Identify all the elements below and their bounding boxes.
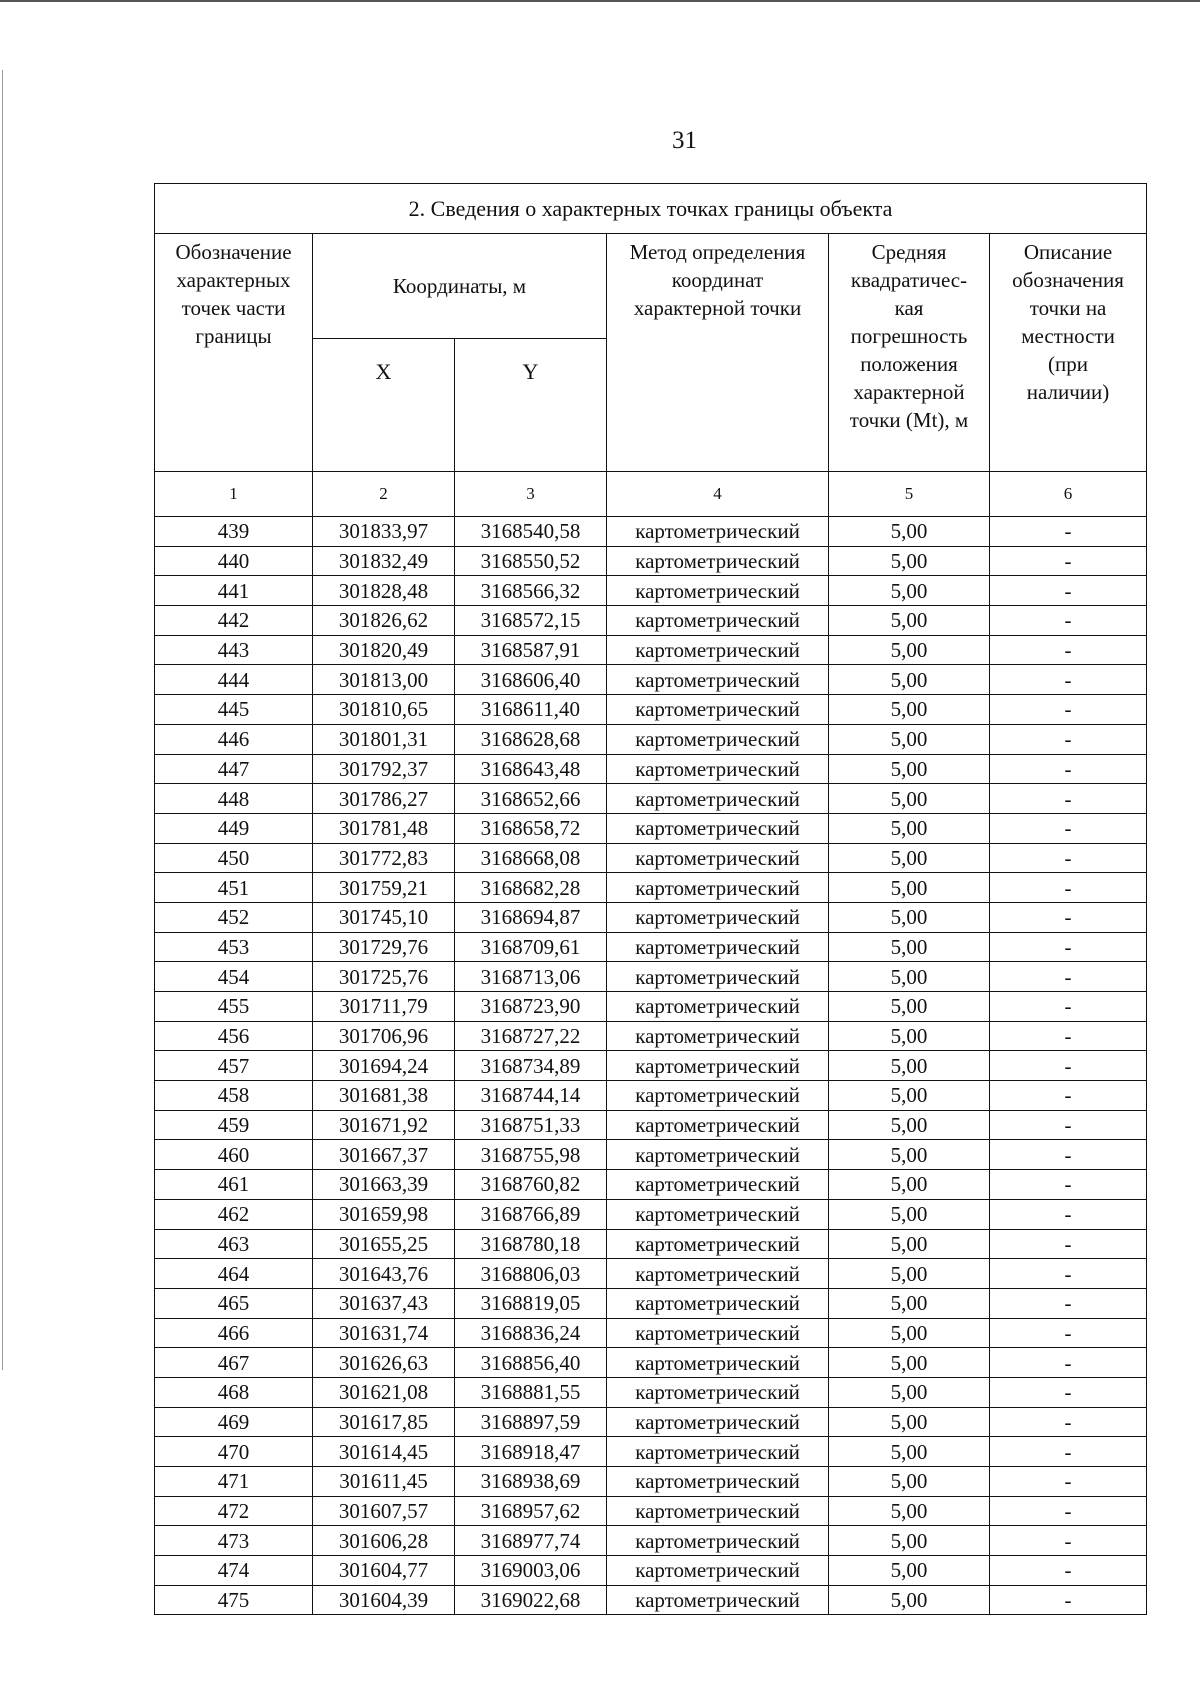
cell-description: -	[990, 665, 1147, 695]
cell-description: -	[990, 992, 1147, 1022]
cell-error: 5,00	[829, 784, 990, 814]
cell-x: 301813,00	[313, 665, 455, 695]
cell-method: картометрический	[607, 873, 829, 903]
cell-description: -	[990, 1348, 1147, 1378]
cell-method: картометрический	[607, 843, 829, 873]
cell-x: 301792,37	[313, 754, 455, 784]
table-row	[155, 1585, 1147, 1615]
cell-error: 5,00	[829, 1140, 990, 1170]
cell-method: картометрический	[607, 932, 829, 962]
cell-description: -	[990, 902, 1147, 932]
cell-description: -	[990, 1407, 1147, 1437]
cell-y: 3168734,89	[455, 1051, 607, 1081]
cell-y: 3168977,74	[455, 1526, 607, 1556]
header-line: (при	[1048, 352, 1089, 376]
cell-y: 3169003,06	[455, 1556, 607, 1586]
cell-y: 3168744,14	[455, 1081, 607, 1111]
table-row	[155, 635, 1147, 665]
cell-error: 5,00	[829, 1437, 990, 1467]
cell-method: картометрический	[607, 1526, 829, 1556]
header-line: кая	[894, 296, 924, 320]
cell-error: 5,00	[829, 546, 990, 576]
cell-method: картометрический	[607, 695, 829, 725]
cell-y: 3168668,08	[455, 843, 607, 873]
cell-x: 301810,65	[313, 695, 455, 725]
cell-y: 3168760,82	[455, 1170, 607, 1200]
cell-method: картометрический	[607, 606, 829, 636]
cell-point-number: 441	[155, 576, 313, 606]
cell-point-number: 467	[155, 1348, 313, 1378]
cell-method: картометрический	[607, 1318, 829, 1348]
cell-x: 301694,24	[313, 1051, 455, 1081]
cell-point-number: 451	[155, 873, 313, 903]
cell-point-number: 459	[155, 1110, 313, 1140]
header-line: Средняя	[871, 240, 947, 264]
cell-y: 3168727,22	[455, 1021, 607, 1051]
column-number: 3	[455, 472, 607, 517]
cell-description: -	[990, 813, 1147, 843]
table-row	[155, 1467, 1147, 1497]
cell-method: картометрический	[607, 754, 829, 784]
cell-x: 301604,39	[313, 1585, 455, 1615]
cell-description: -	[990, 873, 1147, 903]
cell-y: 3168540,58	[455, 517, 607, 547]
cell-error: 5,00	[829, 1526, 990, 1556]
header-coordinates: Координаты, м	[313, 234, 607, 339]
cell-description: -	[990, 1170, 1147, 1200]
cell-point-number: 470	[155, 1437, 313, 1467]
header-line: квадратичес-	[850, 268, 968, 292]
cell-method: картометрический	[607, 784, 829, 814]
table-row	[155, 932, 1147, 962]
cell-point-number: 443	[155, 635, 313, 665]
cell-y: 3168856,40	[455, 1348, 607, 1378]
cell-x: 301659,98	[313, 1199, 455, 1229]
cell-method: картометрический	[607, 724, 829, 754]
cell-x: 301820,49	[313, 635, 455, 665]
cell-x: 301786,27	[313, 784, 455, 814]
cell-error: 5,00	[829, 1229, 990, 1259]
cell-error: 5,00	[829, 902, 990, 932]
table-row	[155, 754, 1147, 784]
cell-method: картометрический	[607, 546, 829, 576]
cell-description: -	[990, 576, 1147, 606]
cell-y: 3168682,28	[455, 873, 607, 903]
header-line: местности	[1021, 324, 1115, 348]
cell-y: 3168751,33	[455, 1110, 607, 1140]
cell-point-number: 450	[155, 843, 313, 873]
cell-description: -	[990, 517, 1147, 547]
table-row	[155, 902, 1147, 932]
cell-error: 5,00	[829, 1259, 990, 1289]
cell-x: 301801,31	[313, 724, 455, 754]
cell-method: картометрический	[607, 1081, 829, 1111]
cell-description: -	[990, 1556, 1147, 1586]
cell-description: -	[990, 1288, 1147, 1318]
table-row	[155, 576, 1147, 606]
header-line: Описание	[1023, 240, 1113, 264]
cell-error: 5,00	[829, 1288, 990, 1318]
cell-y: 3168709,61	[455, 932, 607, 962]
cell-description: -	[990, 724, 1147, 754]
cell-description: -	[990, 962, 1147, 992]
cell-point-number: 475	[155, 1585, 313, 1615]
cell-error: 5,00	[829, 1556, 990, 1586]
cell-description: -	[990, 784, 1147, 814]
column-number: 5	[829, 472, 990, 517]
cell-y: 3168918,47	[455, 1437, 607, 1467]
header-line: характерных	[176, 268, 291, 292]
cell-y: 3168550,52	[455, 546, 607, 576]
table-row	[155, 724, 1147, 754]
cell-point-number: 444	[155, 665, 313, 695]
cell-point-number: 463	[155, 1229, 313, 1259]
cell-y: 3168566,32	[455, 576, 607, 606]
cell-x: 301667,37	[313, 1140, 455, 1170]
cell-error: 5,00	[829, 1170, 990, 1200]
cell-x: 301621,08	[313, 1377, 455, 1407]
cell-x: 301681,38	[313, 1081, 455, 1111]
cell-point-number: 473	[155, 1526, 313, 1556]
cell-description: -	[990, 1229, 1147, 1259]
header-line: погрешность	[850, 324, 968, 348]
cell-point-number: 453	[155, 932, 313, 962]
header-line: обозначения	[1012, 268, 1124, 292]
cell-method: картометрический	[607, 962, 829, 992]
table-row	[155, 546, 1147, 576]
cell-description: -	[990, 1585, 1147, 1615]
top-border-line	[0, 0, 1200, 2]
cell-description: -	[990, 1496, 1147, 1526]
cell-y: 3168806,03	[455, 1259, 607, 1289]
table-row	[155, 1526, 1147, 1556]
cell-method: картометрический	[607, 1110, 829, 1140]
cell-x: 301655,25	[313, 1229, 455, 1259]
cell-method: картометрический	[607, 1259, 829, 1289]
cell-description: -	[990, 843, 1147, 873]
cell-error: 5,00	[829, 1110, 990, 1140]
table-row	[155, 813, 1147, 843]
left-scan-edge	[2, 70, 3, 1370]
table-row	[155, 1140, 1147, 1170]
header-line: границы	[195, 324, 272, 348]
table-row	[155, 962, 1147, 992]
cell-point-number: 448	[155, 784, 313, 814]
cell-point-number: 471	[155, 1467, 313, 1497]
cell-x: 301643,76	[313, 1259, 455, 1289]
cell-point-number: 460	[155, 1140, 313, 1170]
table-row	[155, 1288, 1147, 1318]
cell-x: 301828,48	[313, 576, 455, 606]
cell-description: -	[990, 1199, 1147, 1229]
cell-point-number: 465	[155, 1288, 313, 1318]
header-method	[607, 234, 829, 472]
cell-error: 5,00	[829, 962, 990, 992]
cell-error: 5,00	[829, 873, 990, 903]
cell-point-number: 458	[155, 1081, 313, 1111]
cell-error: 5,00	[829, 1407, 990, 1437]
cell-point-number: 442	[155, 606, 313, 636]
table-row	[155, 1170, 1147, 1200]
header-y: Y	[455, 339, 607, 472]
cell-method: картометрический	[607, 1467, 829, 1497]
cell-description: -	[990, 1021, 1147, 1051]
cell-x: 301663,39	[313, 1170, 455, 1200]
cell-error: 5,00	[829, 1081, 990, 1111]
cell-description: -	[990, 635, 1147, 665]
cell-y: 3168938,69	[455, 1467, 607, 1497]
cell-description: -	[990, 1437, 1147, 1467]
header-line: положения	[860, 352, 958, 376]
cell-y: 3168628,68	[455, 724, 607, 754]
cell-method: картометрический	[607, 902, 829, 932]
cell-method: картометрический	[607, 1556, 829, 1586]
cell-error: 5,00	[829, 1496, 990, 1526]
cell-point-number: 452	[155, 902, 313, 932]
cell-x: 301781,48	[313, 813, 455, 843]
cell-point-number: 447	[155, 754, 313, 784]
cell-x: 301772,83	[313, 843, 455, 873]
cell-x: 301725,76	[313, 962, 455, 992]
table-row	[155, 1377, 1147, 1407]
cell-point-number: 469	[155, 1407, 313, 1437]
cell-error: 5,00	[829, 843, 990, 873]
table-row	[155, 1110, 1147, 1140]
cell-error: 5,00	[829, 635, 990, 665]
cell-point-number: 449	[155, 813, 313, 843]
header-error	[829, 234, 990, 472]
cell-description: -	[990, 1081, 1147, 1111]
column-number: 2	[313, 472, 455, 517]
cell-y: 3169022,68	[455, 1585, 607, 1615]
cell-description: -	[990, 1110, 1147, 1140]
table-body	[155, 517, 1147, 1615]
table-title: 2. Сведения о характерных точках границы объекта	[155, 184, 1147, 234]
cell-method: картометрический	[607, 665, 829, 695]
table-row	[155, 1199, 1147, 1229]
cell-y: 3168819,05	[455, 1288, 607, 1318]
cell-x: 301631,74	[313, 1318, 455, 1348]
cell-description: -	[990, 1051, 1147, 1081]
cell-description: -	[990, 754, 1147, 784]
cell-error: 5,00	[829, 754, 990, 784]
cell-x: 301711,79	[313, 992, 455, 1022]
cell-y: 3168658,72	[455, 813, 607, 843]
cell-method: картометрический	[607, 1377, 829, 1407]
cell-x: 301626,63	[313, 1348, 455, 1378]
cell-y: 3168713,06	[455, 962, 607, 992]
cell-description: -	[990, 1377, 1147, 1407]
table-row	[155, 517, 1147, 547]
cell-point-number: 466	[155, 1318, 313, 1348]
cell-x: 301833,97	[313, 517, 455, 547]
cell-method: картометрический	[607, 517, 829, 547]
cell-error: 5,00	[829, 813, 990, 843]
cell-error: 5,00	[829, 1467, 990, 1497]
cell-y: 3168723,90	[455, 992, 607, 1022]
cell-method: картометрический	[607, 1170, 829, 1200]
cell-error: 5,00	[829, 992, 990, 1022]
cell-y: 3168606,40	[455, 665, 607, 695]
cell-error: 5,00	[829, 1318, 990, 1348]
cell-y: 3168611,40	[455, 695, 607, 725]
cell-y: 3168643,48	[455, 754, 607, 784]
cell-method: картометрический	[607, 1229, 829, 1259]
cell-method: картометрический	[607, 1140, 829, 1170]
table-row	[155, 1556, 1147, 1586]
cell-method: картометрический	[607, 1348, 829, 1378]
table-row	[155, 873, 1147, 903]
cell-point-number: 440	[155, 546, 313, 576]
cell-error: 5,00	[829, 576, 990, 606]
cell-y: 3168780,18	[455, 1229, 607, 1259]
cell-error: 5,00	[829, 1021, 990, 1051]
table-row	[155, 992, 1147, 1022]
cell-x: 301832,49	[313, 546, 455, 576]
cell-method: картометрический	[607, 1437, 829, 1467]
cell-point-number: 439	[155, 517, 313, 547]
cell-description: -	[990, 1526, 1147, 1556]
header-line: наличии)	[1026, 380, 1110, 404]
cell-point-number: 454	[155, 962, 313, 992]
cell-y: 3168897,59	[455, 1407, 607, 1437]
cell-x: 301637,43	[313, 1288, 455, 1318]
table-row	[155, 843, 1147, 873]
header-line: характерной	[853, 380, 965, 404]
table-row	[155, 1496, 1147, 1526]
cell-method: картометрический	[607, 576, 829, 606]
cell-point-number: 456	[155, 1021, 313, 1051]
table-row	[155, 1051, 1147, 1081]
cell-description: -	[990, 1467, 1147, 1497]
cell-point-number: 457	[155, 1051, 313, 1081]
cell-y: 3168587,91	[455, 635, 607, 665]
cell-description: -	[990, 1318, 1147, 1348]
cell-y: 3168766,89	[455, 1199, 607, 1229]
cell-description: -	[990, 606, 1147, 636]
cell-description: -	[990, 1140, 1147, 1170]
cell-x: 301604,77	[313, 1556, 455, 1586]
cell-description: -	[990, 695, 1147, 725]
cell-y: 3168836,24	[455, 1318, 607, 1348]
cell-x: 301607,57	[313, 1496, 455, 1526]
column-number: 6	[990, 472, 1147, 517]
cell-method: картометрический	[607, 635, 829, 665]
cell-point-number: 464	[155, 1259, 313, 1289]
cell-method: картометрический	[607, 813, 829, 843]
cell-point-number: 446	[155, 724, 313, 754]
cell-x: 301729,76	[313, 932, 455, 962]
header-line: точки (Mt), м	[849, 408, 969, 432]
header-line: точек части	[181, 296, 286, 320]
cell-y: 3168881,55	[455, 1377, 607, 1407]
column-number: 4	[607, 472, 829, 517]
cell-point-number: 472	[155, 1496, 313, 1526]
cell-point-number: 468	[155, 1377, 313, 1407]
header-x: X	[313, 339, 455, 472]
cell-method: картометрический	[607, 1407, 829, 1437]
cell-description: -	[990, 546, 1147, 576]
cell-method: картометрический	[607, 992, 829, 1022]
table-row	[155, 606, 1147, 636]
cell-method: картометрический	[607, 1199, 829, 1229]
cell-error: 5,00	[829, 1051, 990, 1081]
cell-method: картометрический	[607, 1585, 829, 1615]
header-description	[990, 234, 1147, 472]
header-line: Обозначение	[175, 240, 292, 264]
cell-y: 3168572,15	[455, 606, 607, 636]
cell-x: 301826,62	[313, 606, 455, 636]
cell-x: 301759,21	[313, 873, 455, 903]
cell-error: 5,00	[829, 932, 990, 962]
cell-description: -	[990, 932, 1147, 962]
cell-x: 301606,28	[313, 1526, 455, 1556]
header-line: координат	[671, 268, 764, 292]
cell-error: 5,00	[829, 1199, 990, 1229]
cell-point-number: 455	[155, 992, 313, 1022]
page-number: 31	[672, 127, 697, 154]
table-row	[155, 665, 1147, 695]
boundary-points-table	[154, 183, 1147, 1615]
cell-error: 5,00	[829, 1348, 990, 1378]
table-row	[155, 1259, 1147, 1289]
cell-x: 301614,45	[313, 1437, 455, 1467]
cell-error: 5,00	[829, 1585, 990, 1615]
cell-x: 301617,85	[313, 1407, 455, 1437]
cell-x: 301706,96	[313, 1021, 455, 1051]
cell-error: 5,00	[829, 517, 990, 547]
header-line: характерной точки	[633, 296, 802, 320]
cell-y: 3168957,62	[455, 1496, 607, 1526]
cell-y: 3168694,87	[455, 902, 607, 932]
cell-error: 5,00	[829, 724, 990, 754]
cell-error: 5,00	[829, 695, 990, 725]
cell-error: 5,00	[829, 606, 990, 636]
cell-method: картометрический	[607, 1496, 829, 1526]
table-row	[155, 1407, 1147, 1437]
table-row	[155, 1318, 1147, 1348]
cell-x: 301671,92	[313, 1110, 455, 1140]
header-line: точки на	[1029, 296, 1107, 320]
cell-x: 301745,10	[313, 902, 455, 932]
cell-method: картометрический	[607, 1021, 829, 1051]
column-number: 1	[155, 472, 313, 517]
table-row	[155, 1021, 1147, 1051]
cell-y: 3168652,66	[455, 784, 607, 814]
cell-error: 5,00	[829, 665, 990, 695]
table-row	[155, 1437, 1147, 1467]
header-line: Метод определения	[629, 240, 806, 264]
cell-x: 301611,45	[313, 1467, 455, 1497]
cell-point-number: 462	[155, 1199, 313, 1229]
cell-error: 5,00	[829, 1377, 990, 1407]
cell-y: 3168755,98	[455, 1140, 607, 1170]
cell-point-number: 445	[155, 695, 313, 725]
cell-method: картометрический	[607, 1288, 829, 1318]
cell-description: -	[990, 1259, 1147, 1289]
table-row	[155, 784, 1147, 814]
table-row	[155, 1229, 1147, 1259]
cell-point-number: 461	[155, 1170, 313, 1200]
cell-method: картометрический	[607, 1051, 829, 1081]
table-row	[155, 695, 1147, 725]
table-row	[155, 1081, 1147, 1111]
cell-point-number: 474	[155, 1556, 313, 1586]
header-point-designation	[155, 234, 313, 472]
table-row	[155, 1348, 1147, 1378]
